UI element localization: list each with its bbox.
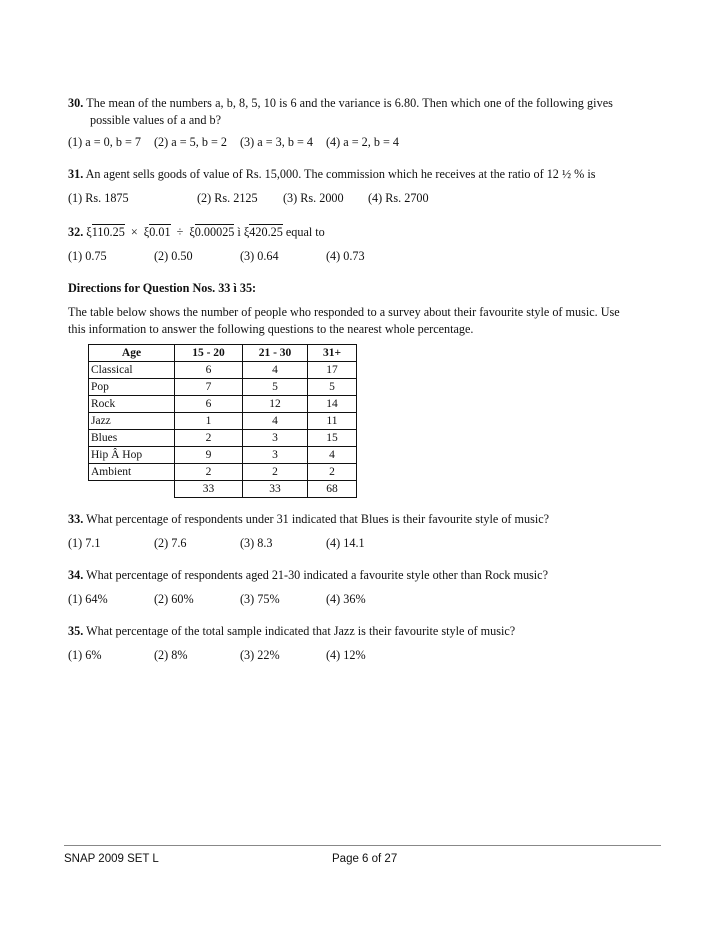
cell: 4 (243, 413, 308, 430)
option-1: (1) 6% (68, 648, 102, 662)
cell: 11 (308, 413, 357, 430)
table-row (89, 379, 357, 396)
row-label: Jazz (89, 413, 175, 430)
question-30-line2: possible values of a and b? (90, 113, 221, 127)
option-3: (3) 8.3 (240, 536, 273, 550)
cell: 4 (243, 362, 308, 379)
cell: 17 (308, 362, 357, 379)
header-15-20: 15 - 20 (175, 345, 243, 362)
root-symbol: ξ (243, 225, 250, 239)
question-number: 31. (68, 167, 84, 181)
cell: 7 (175, 379, 243, 396)
header-31-plus: 31+ (308, 345, 357, 362)
option-1: (1) 0.75 (68, 249, 107, 263)
root-symbol: ξ (189, 225, 195, 239)
row-label: Blues (89, 430, 175, 447)
cell: 1 (175, 413, 243, 430)
row-label: Ambient (89, 464, 175, 481)
option-1: (1) a = 0, b = 7 (68, 135, 141, 149)
option-4: (4) 36% (326, 592, 366, 606)
option-1: (1) Rs. 1875 (68, 191, 129, 205)
option-3: (3) 75% (240, 592, 280, 606)
option-3: (3) a = 3, b = 4 (240, 135, 313, 149)
option-4: (4) 14.1 (326, 536, 365, 550)
option-3: (3) Rs. 2000 (283, 191, 344, 205)
cell: 5 (308, 379, 357, 396)
footer-divider (64, 845, 661, 846)
cell: 4 (308, 447, 357, 464)
cell: 3 (243, 430, 308, 447)
radicand: 0.00025 (194, 225, 235, 239)
table-row (89, 430, 357, 447)
option-2: (2) 8% (154, 648, 188, 662)
option-4: (4) Rs. 2700 (368, 191, 429, 205)
option-4: (4) a = 2, b = 4 (326, 135, 399, 149)
option-1: (1) 64% (68, 592, 108, 606)
row-label: Rock (89, 396, 175, 413)
cell: 3 (243, 447, 308, 464)
directions-line1: The table below shows the number of people who responded to a survey about their favourite style of music. Use (68, 305, 620, 319)
row-label: Pop (89, 379, 175, 396)
total-cell: 33 (175, 481, 243, 498)
cell: 6 (175, 362, 243, 379)
row-label: Hip Â Hop (89, 447, 175, 464)
divide-symbol: ÷ (176, 225, 184, 239)
cell: 2 (175, 464, 243, 481)
garbled-symbol: ì (237, 225, 241, 239)
header-21-30: 21 - 30 (243, 345, 308, 362)
question-number: 33. (68, 512, 84, 526)
cell: 5 (243, 379, 308, 396)
option-3: (3) 22% (240, 648, 280, 662)
cell: 2 (308, 464, 357, 481)
radicand: 420.25 (249, 225, 283, 239)
music-survey-table (88, 344, 357, 498)
cell: 2 (175, 430, 243, 447)
header-age: Age (89, 345, 175, 362)
cell: 14 (308, 396, 357, 413)
cell: 15 (308, 430, 357, 447)
root-symbol: ξ (143, 225, 150, 239)
total-cell: 68 (308, 481, 357, 498)
option-2: (2) a = 5, b = 2 (154, 135, 227, 149)
option-2: (2) Rs. 2125 (197, 191, 258, 205)
footer-left: SNAP 2009 SET L (64, 853, 159, 865)
empty-cell (89, 481, 175, 498)
question-32 (68, 225, 325, 240)
question-30 (68, 96, 613, 111)
cell: 12 (243, 396, 308, 413)
option-2: (2) 7.6 (154, 536, 187, 550)
question-text: The mean of the numbers a, b, 8, 5, 10 is 6 and the variance is 6.80. Then which one of the following gives (86, 96, 613, 110)
question-34 (68, 568, 548, 583)
times-symbol: × (130, 225, 138, 239)
directions-line2: this information to answer the following questions to the nearest whole percentage. (68, 322, 474, 336)
row-label: Classical (89, 362, 175, 379)
question-31 (68, 167, 595, 182)
option-3: (3) 0.64 (240, 249, 279, 263)
option-1: (1) 7.1 (68, 536, 101, 550)
question-text: An agent sells goods of value of Rs. 15,000. The commission which he receives at the ratio of 12 ½ % is (85, 167, 596, 181)
cell: 9 (175, 447, 243, 464)
question-number: 34. (68, 568, 84, 582)
total-cell: 33 (243, 481, 308, 498)
table-row (89, 464, 357, 481)
radicand: 110.25 (91, 225, 125, 239)
option-2: (2) 60% (154, 592, 194, 606)
directions-title: Directions for Question Nos. 33 ì 35: (68, 281, 257, 295)
option-4: (4) 0.73 (326, 249, 365, 263)
cell: 6 (175, 396, 243, 413)
question-33 (68, 512, 549, 527)
table-row (89, 362, 357, 379)
table-row (89, 447, 357, 464)
question-text: equal to (282, 225, 325, 239)
question-text: What percentage of respondents under 31 indicated that Blues is their favourite style of music? (86, 512, 550, 526)
table-row (89, 396, 357, 413)
root-symbol: ξ (86, 225, 92, 239)
question-number: 30. (68, 96, 84, 110)
option-4: (4) 12% (326, 648, 366, 662)
question-text: What percentage of respondents aged 21-30 indicated a favourite style other than Rock music? (86, 568, 549, 582)
question-number: 35. (68, 624, 84, 638)
question-text: What percentage of the total sample indicated that Jazz is their favourite style of music? (86, 624, 516, 638)
table-totals-row (89, 481, 357, 498)
table-header-row (89, 345, 357, 362)
option-2: (2) 0.50 (154, 249, 193, 263)
page-number: Page 6 of 27 (332, 853, 398, 865)
cell: 2 (243, 464, 308, 481)
question-number: 32. (68, 225, 84, 239)
question-35 (68, 624, 515, 639)
table-row (89, 413, 357, 430)
radicand: 0.01 (149, 225, 171, 239)
